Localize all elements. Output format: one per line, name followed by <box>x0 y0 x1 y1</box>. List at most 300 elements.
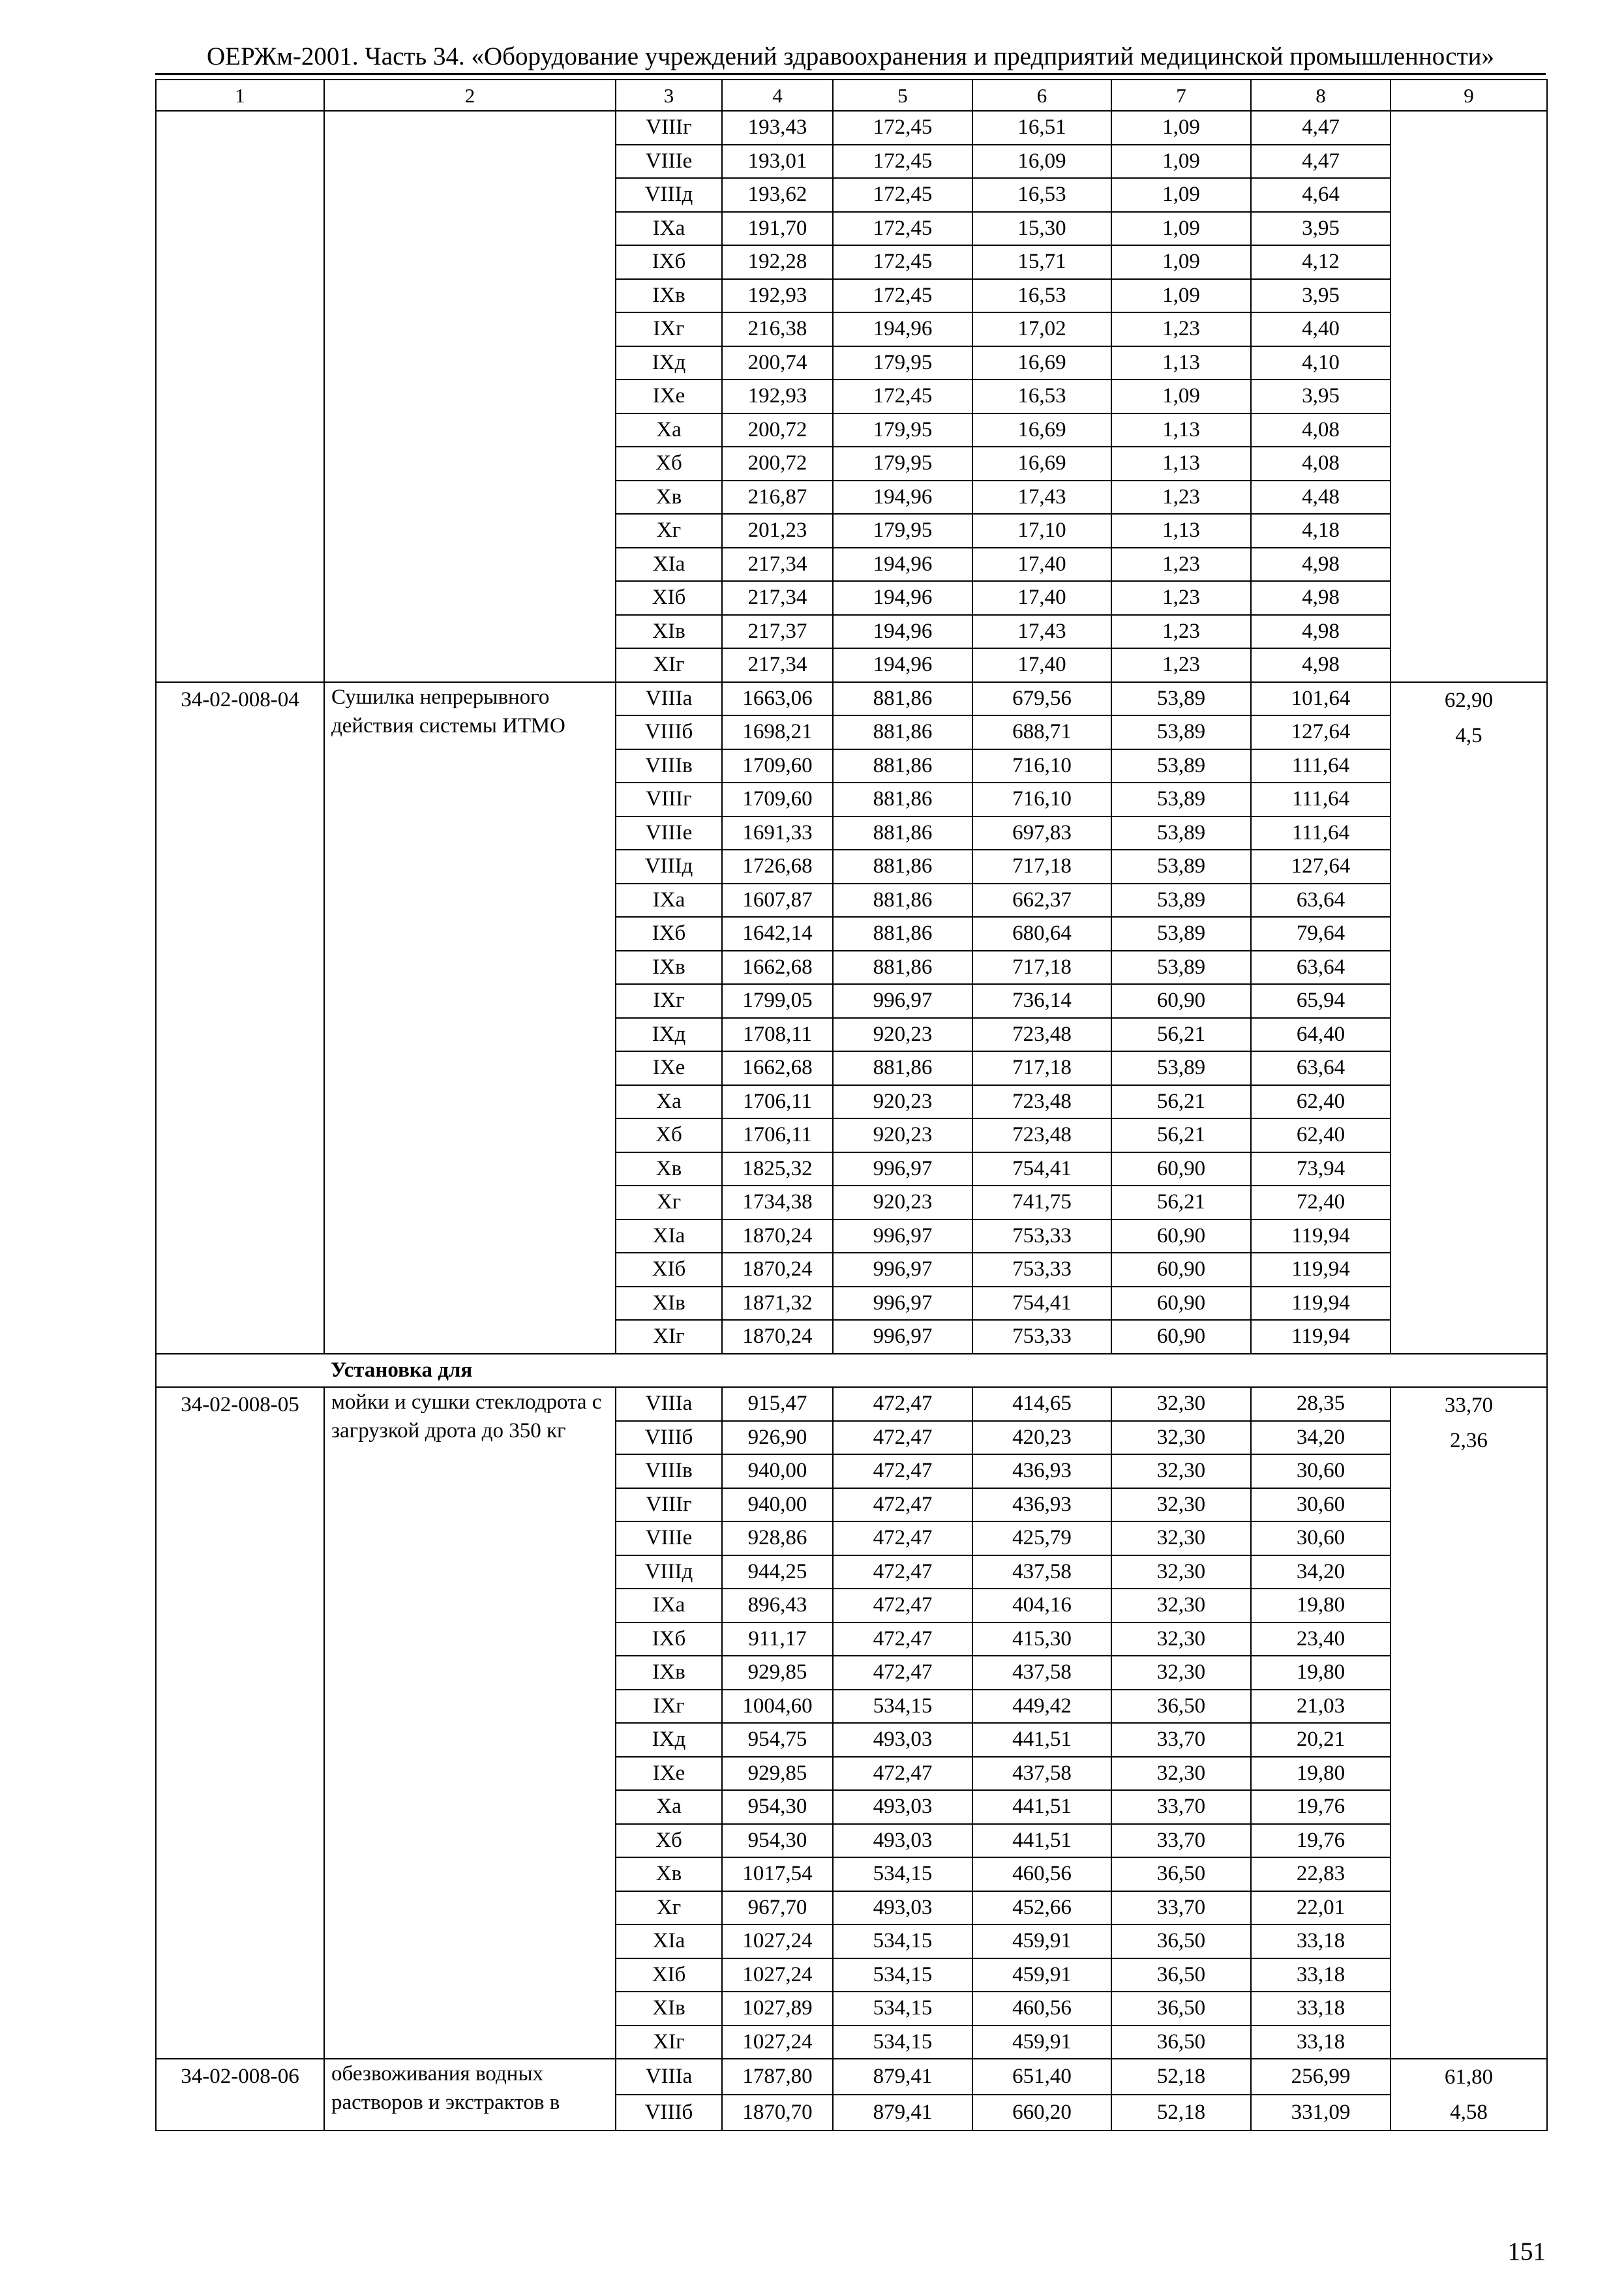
cell-col-8: 119,94 <box>1251 1219 1391 1253</box>
cell-col-7: 1,09 <box>1111 279 1251 313</box>
cell-col-3: IXб <box>616 917 722 951</box>
column-number: 7 <box>1111 80 1251 111</box>
item-col-9 <box>1391 682 1547 1354</box>
cell-col-5: 172,45 <box>833 380 972 413</box>
section-spacer <box>156 1354 324 1388</box>
cell-col-5: 194,96 <box>833 648 972 682</box>
cell-col-6: 17,43 <box>972 481 1111 515</box>
rates-table <box>155 79 1548 2131</box>
cell-col-4: 193,01 <box>722 145 833 179</box>
cell-col-6: 16,69 <box>972 447 1111 481</box>
cell-col-8: 4,98 <box>1251 648 1391 682</box>
cell-col-8: 4,40 <box>1251 312 1391 346</box>
cell-col-8: 119,94 <box>1251 1253 1391 1287</box>
cell-col-3: IXв <box>616 1656 722 1690</box>
column-number: 9 <box>1391 80 1547 111</box>
cell-col-3: Xв <box>616 1152 722 1186</box>
cell-col-8: 22,01 <box>1251 1891 1391 1925</box>
cell-col-4: 1871,32 <box>722 1287 833 1321</box>
cell-col-5: 172,45 <box>833 212 972 246</box>
cell-col-7: 33,70 <box>1111 1790 1251 1824</box>
cell-col-6: 660,20 <box>972 2095 1111 2131</box>
cell-col-4: 1787,80 <box>722 2059 833 2095</box>
cell-col-8: 4,10 <box>1251 346 1391 380</box>
cell-col-6: 15,30 <box>972 212 1111 246</box>
cell-col-4: 1799,05 <box>722 984 833 1018</box>
cell-col-3: XIб <box>616 1253 722 1287</box>
cell-col-4: 1708,11 <box>722 1018 833 1052</box>
cell-col-4: 216,38 <box>722 312 833 346</box>
cell-col-4: 1642,14 <box>722 917 833 951</box>
cell-col-7: 33,70 <box>1111 1723 1251 1757</box>
cell-col-6: 17,43 <box>972 615 1111 649</box>
cell-col-7: 53,89 <box>1111 951 1251 985</box>
cell-col-8: 4,98 <box>1251 548 1391 582</box>
cell-col-3: IXе <box>616 1757 722 1791</box>
cell-col-3: VIIIг <box>616 783 722 816</box>
cell-col-7: 36,50 <box>1111 2026 1251 2059</box>
cell-col-7: 1,23 <box>1111 648 1251 682</box>
cell-col-5: 472,47 <box>833 1589 972 1623</box>
cell-col-6: 717,18 <box>972 1051 1111 1085</box>
table-row <box>156 1387 1547 1421</box>
cell-col-5: 472,47 <box>833 1421 972 1455</box>
item-name: мойки и сушки стеклодрота с загрузкой дрота до 350 кг <box>324 1387 616 2059</box>
cell-col-6: 680,64 <box>972 917 1111 951</box>
cell-col-7: 32,30 <box>1111 1454 1251 1488</box>
cell-col-6: 716,10 <box>972 783 1111 816</box>
cell-col-8: 21,03 <box>1251 1690 1391 1724</box>
cell-col-8: 111,64 <box>1251 783 1391 816</box>
cell-col-8: 23,40 <box>1251 1623 1391 1656</box>
cell-col-4: 1662,68 <box>722 951 833 985</box>
cell-col-8: 65,94 <box>1251 984 1391 1018</box>
cell-col-8: 4,12 <box>1251 245 1391 279</box>
cell-col-6: 736,14 <box>972 984 1111 1018</box>
cell-col-3: XIг <box>616 1320 722 1354</box>
page-number: 151 <box>1507 2237 1546 2266</box>
cell-col-5: 881,86 <box>833 917 972 951</box>
cell-col-6: 452,66 <box>972 1891 1111 1925</box>
cell-col-5: 920,23 <box>833 1118 972 1152</box>
cell-col-8: 33,18 <box>1251 1992 1391 2026</box>
cell-col-3: XIб <box>616 581 722 615</box>
cell-col-3: XIв <box>616 615 722 649</box>
cell-col-4: 954,75 <box>722 1723 833 1757</box>
cell-col-8: 101,64 <box>1251 682 1391 716</box>
cell-col-4: 1662,68 <box>722 1051 833 1085</box>
cell-col-6: 441,51 <box>972 1824 1111 1858</box>
cell-col-3: VIIIе <box>616 1521 722 1555</box>
cell-col-8: 79,64 <box>1251 917 1391 951</box>
cell-col-7: 1,09 <box>1111 111 1251 145</box>
col-9-value: 62,90 <box>1444 688 1494 712</box>
cell-col-6: 460,56 <box>972 1992 1111 2026</box>
item-name <box>324 111 616 682</box>
cell-col-3: XIг <box>616 2026 722 2059</box>
cell-col-6: 688,71 <box>972 715 1111 749</box>
cell-col-7: 1,23 <box>1111 581 1251 615</box>
cell-col-3: Xг <box>616 1186 722 1219</box>
cell-col-7: 60,90 <box>1111 1287 1251 1321</box>
cell-col-4: 201,23 <box>722 514 833 548</box>
cell-col-4: 915,47 <box>722 1387 833 1421</box>
cell-col-4: 1663,06 <box>722 682 833 716</box>
cell-col-6: 437,58 <box>972 1757 1111 1791</box>
section-row <box>156 1354 1547 1388</box>
cell-col-3: VIIIб <box>616 715 722 749</box>
cell-col-7: 32,30 <box>1111 1421 1251 1455</box>
cell-col-4: 1709,60 <box>722 783 833 816</box>
cell-col-6: 723,48 <box>972 1118 1111 1152</box>
cell-col-8: 63,64 <box>1251 884 1391 918</box>
cell-col-5: 493,03 <box>833 1891 972 1925</box>
cell-col-3: IXд <box>616 1723 722 1757</box>
cell-col-4: 1734,38 <box>722 1186 833 1219</box>
cell-col-5: 996,97 <box>833 1152 972 1186</box>
cell-col-7: 56,21 <box>1111 1085 1251 1119</box>
cell-col-7: 36,50 <box>1111 1958 1251 1992</box>
cell-col-7: 60,90 <box>1111 984 1251 1018</box>
cell-col-4: 1698,21 <box>722 715 833 749</box>
cell-col-6: 16,51 <box>972 111 1111 145</box>
cell-col-6: 723,48 <box>972 1085 1111 1119</box>
cell-col-5: 534,15 <box>833 1690 972 1724</box>
cell-col-3: XIб <box>616 1958 722 1992</box>
cell-col-7: 1,09 <box>1111 212 1251 246</box>
cell-col-5: 881,86 <box>833 715 972 749</box>
cell-col-3: VIIIб <box>616 2095 722 2131</box>
cell-col-3: VIIIе <box>616 145 722 179</box>
cell-col-6: 754,41 <box>972 1152 1111 1186</box>
cell-col-3: XIв <box>616 1992 722 2026</box>
cell-col-4: 1706,11 <box>722 1085 833 1119</box>
cell-col-4: 1726,68 <box>722 850 833 884</box>
cell-col-6: 17,40 <box>972 648 1111 682</box>
cell-col-8: 331,09 <box>1251 2095 1391 2131</box>
cell-col-5: 179,95 <box>833 413 972 447</box>
cell-col-7: 1,23 <box>1111 481 1251 515</box>
cell-col-6: 437,58 <box>972 1555 1111 1589</box>
cell-col-4: 1825,32 <box>722 1152 833 1186</box>
cell-col-4: 940,00 <box>722 1454 833 1488</box>
cell-col-3: VIIIд <box>616 850 722 884</box>
cell-col-8: 3,95 <box>1251 380 1391 413</box>
item-code: 34-02-008-04 <box>156 682 324 1354</box>
cell-col-4: 1027,24 <box>722 1924 833 1958</box>
cell-col-3: VIIIа <box>616 1387 722 1421</box>
item-name: обезвоживания водных растворов и экстрактов в <box>324 2059 616 2131</box>
column-number: 5 <box>833 80 972 111</box>
cell-col-4: 217,34 <box>722 548 833 582</box>
cell-col-7: 1,13 <box>1111 447 1251 481</box>
cell-col-8: 34,20 <box>1251 1555 1391 1589</box>
column-number: 2 <box>324 80 616 111</box>
cell-col-4: 1870,24 <box>722 1320 833 1354</box>
cell-col-3: VIIIа <box>616 2059 722 2095</box>
cell-col-3: IXе <box>616 380 722 413</box>
cell-col-4: 1870,70 <box>722 2095 833 2131</box>
table-row <box>156 682 1547 716</box>
cell-col-4: 200,72 <box>722 413 833 447</box>
column-number: 1 <box>156 80 324 111</box>
cell-col-8: 3,95 <box>1251 212 1391 246</box>
cell-col-5: 172,45 <box>833 245 972 279</box>
cell-col-7: 56,21 <box>1111 1186 1251 1219</box>
cell-col-6: 449,42 <box>972 1690 1111 1724</box>
cell-col-4: 1027,24 <box>722 1958 833 1992</box>
column-number: 8 <box>1251 80 1391 111</box>
cell-col-8: 119,94 <box>1251 1320 1391 1354</box>
cell-col-6: 651,40 <box>972 2059 1111 2095</box>
cell-col-5: 194,96 <box>833 581 972 615</box>
item-code: 34-02-008-06 <box>156 2059 324 2131</box>
cell-col-6: 662,37 <box>972 884 1111 918</box>
item-code: 34-02-008-05 <box>156 1387 324 2059</box>
cell-col-5: 493,03 <box>833 1723 972 1757</box>
cell-col-7: 1,23 <box>1111 312 1251 346</box>
cell-col-4: 192,28 <box>722 245 833 279</box>
col-9-value: 4,5 <box>1455 723 1482 747</box>
cell-col-8: 33,18 <box>1251 1958 1391 1992</box>
cell-col-3: XIг <box>616 648 722 682</box>
cell-col-8: 73,94 <box>1251 1152 1391 1186</box>
cell-col-7: 36,50 <box>1111 1857 1251 1891</box>
cell-col-3: VIIIа <box>616 682 722 716</box>
cell-col-3: VIIIг <box>616 111 722 145</box>
cell-col-5: 472,47 <box>833 1454 972 1488</box>
cell-col-7: 1,09 <box>1111 145 1251 179</box>
cell-col-4: 1607,87 <box>722 884 833 918</box>
cell-col-8: 4,08 <box>1251 447 1391 481</box>
cell-col-3: VIIIв <box>616 1454 722 1488</box>
cell-col-7: 60,90 <box>1111 1253 1251 1287</box>
cell-col-6: 16,69 <box>972 413 1111 447</box>
cell-col-7: 53,89 <box>1111 816 1251 850</box>
cell-col-3: IXа <box>616 212 722 246</box>
cell-col-4: 954,30 <box>722 1790 833 1824</box>
cell-col-4: 1004,60 <box>722 1690 833 1724</box>
cell-col-6: 425,79 <box>972 1521 1111 1555</box>
cell-col-3: IXд <box>616 346 722 380</box>
cell-col-8: 30,60 <box>1251 1454 1391 1488</box>
cell-col-3: XIа <box>616 1219 722 1253</box>
cell-col-4: 896,43 <box>722 1589 833 1623</box>
cell-col-8: 72,40 <box>1251 1186 1391 1219</box>
cell-col-7: 1,09 <box>1111 245 1251 279</box>
cell-col-5: 881,86 <box>833 749 972 783</box>
cell-col-6: 17,40 <box>972 581 1111 615</box>
cell-col-6: 716,10 <box>972 749 1111 783</box>
cell-col-4: 217,37 <box>722 615 833 649</box>
cell-col-6: 459,91 <box>972 1958 1111 1992</box>
cell-col-8: 19,80 <box>1251 1757 1391 1791</box>
cell-col-8: 20,21 <box>1251 1723 1391 1757</box>
cell-col-8: 4,98 <box>1251 615 1391 649</box>
cell-col-7: 33,70 <box>1111 1824 1251 1858</box>
cell-col-5: 881,86 <box>833 850 972 884</box>
cell-col-5: 881,86 <box>833 682 972 716</box>
cell-col-6: 459,91 <box>972 1924 1111 1958</box>
cell-col-5: 472,47 <box>833 1521 972 1555</box>
cell-col-8: 30,60 <box>1251 1488 1391 1522</box>
cell-col-6: 16,53 <box>972 279 1111 313</box>
cell-col-5: 534,15 <box>833 1992 972 2026</box>
cell-col-8: 34,20 <box>1251 1421 1391 1455</box>
cell-col-7: 32,30 <box>1111 1387 1251 1421</box>
cell-col-8: 256,99 <box>1251 2059 1391 2095</box>
cell-col-3: Xб <box>616 447 722 481</box>
cell-col-3: IXд <box>616 1018 722 1052</box>
cell-col-6: 404,16 <box>972 1589 1111 1623</box>
cell-col-5: 472,47 <box>833 1623 972 1656</box>
cell-col-5: 472,47 <box>833 1488 972 1522</box>
cell-col-6: 753,33 <box>972 1253 1111 1287</box>
cell-col-3: Xа <box>616 1790 722 1824</box>
cell-col-8: 63,64 <box>1251 951 1391 985</box>
cell-col-3: Xв <box>616 481 722 515</box>
cell-col-4: 940,00 <box>722 1488 833 1522</box>
cell-col-3: IXа <box>616 1589 722 1623</box>
cell-col-6: 441,51 <box>972 1723 1111 1757</box>
cell-col-4: 1027,24 <box>722 2026 833 2059</box>
cell-col-6: 697,83 <box>972 816 1111 850</box>
item-col-9 <box>1391 2059 1547 2131</box>
cell-col-8: 19,76 <box>1251 1824 1391 1858</box>
cell-col-3: Xв <box>616 1857 722 1891</box>
cell-col-4: 1709,60 <box>722 749 833 783</box>
cell-col-6: 753,33 <box>972 1219 1111 1253</box>
cell-col-3: VIIIе <box>616 816 722 850</box>
cell-col-7: 52,18 <box>1111 2095 1251 2131</box>
column-number-row <box>156 80 1547 111</box>
cell-col-7: 33,70 <box>1111 1891 1251 1925</box>
cell-col-6: 16,09 <box>972 145 1111 179</box>
cell-col-8: 64,40 <box>1251 1018 1391 1052</box>
cell-col-5: 472,47 <box>833 1656 972 1690</box>
cell-col-3: IXг <box>616 312 722 346</box>
cell-col-4: 929,85 <box>722 1757 833 1791</box>
cell-col-7: 53,89 <box>1111 917 1251 951</box>
cell-col-5: 194,96 <box>833 481 972 515</box>
cell-col-7: 60,90 <box>1111 1219 1251 1253</box>
cell-col-7: 52,18 <box>1111 2059 1251 2095</box>
cell-col-5: 881,86 <box>833 816 972 850</box>
cell-col-7: 53,89 <box>1111 749 1251 783</box>
cell-col-5: 172,45 <box>833 145 972 179</box>
cell-col-7: 32,30 <box>1111 1521 1251 1555</box>
cell-col-4: 217,34 <box>722 648 833 682</box>
cell-col-4: 929,85 <box>722 1656 833 1690</box>
cell-col-6: 717,18 <box>972 951 1111 985</box>
cell-col-3: VIIIг <box>616 1488 722 1522</box>
cell-col-8: 33,18 <box>1251 2026 1391 2059</box>
cell-col-8: 33,18 <box>1251 1924 1391 1958</box>
cell-col-5: 493,03 <box>833 1824 972 1858</box>
cell-col-6: 15,71 <box>972 245 1111 279</box>
item-code <box>156 111 324 682</box>
cell-col-3: Xб <box>616 1824 722 1858</box>
cell-col-6: 459,91 <box>972 2026 1111 2059</box>
cell-col-8: 19,76 <box>1251 1790 1391 1824</box>
cell-col-4: 192,93 <box>722 380 833 413</box>
item-col-9 <box>1391 111 1547 682</box>
cell-col-8: 4,98 <box>1251 581 1391 615</box>
cell-col-5: 534,15 <box>833 1958 972 1992</box>
cell-col-7: 1,23 <box>1111 548 1251 582</box>
cell-col-7: 60,90 <box>1111 1152 1251 1186</box>
cell-col-3: Xа <box>616 1085 722 1119</box>
cell-col-4: 193,43 <box>722 111 833 145</box>
cell-col-7: 1,23 <box>1111 615 1251 649</box>
cell-col-6: 420,23 <box>972 1421 1111 1455</box>
cell-col-4: 1870,24 <box>722 1253 833 1287</box>
col-9-value: 2,36 <box>1450 1429 1488 1452</box>
cell-col-5: 194,96 <box>833 548 972 582</box>
cell-col-4: 967,70 <box>722 1891 833 1925</box>
cell-col-8: 111,64 <box>1251 749 1391 783</box>
cell-col-5: 881,86 <box>833 783 972 816</box>
cell-col-8: 119,94 <box>1251 1287 1391 1321</box>
cell-col-5: 996,97 <box>833 1320 972 1354</box>
cell-col-4: 200,74 <box>722 346 833 380</box>
cell-col-3: VIIIд <box>616 1555 722 1589</box>
column-number: 6 <box>972 80 1111 111</box>
cell-col-7: 1,09 <box>1111 380 1251 413</box>
cell-col-3: XIа <box>616 1924 722 1958</box>
cell-col-8: 4,64 <box>1251 178 1391 212</box>
cell-col-5: 920,23 <box>833 1186 972 1219</box>
cell-col-5: 472,47 <box>833 1757 972 1791</box>
cell-col-5: 194,96 <box>833 312 972 346</box>
cell-col-5: 534,15 <box>833 1857 972 1891</box>
cell-col-6: 460,56 <box>972 1857 1111 1891</box>
cell-col-4: 200,72 <box>722 447 833 481</box>
cell-col-8: 127,64 <box>1251 850 1391 884</box>
cell-col-3: XIа <box>616 548 722 582</box>
cell-col-5: 472,47 <box>833 1387 972 1421</box>
cell-col-8: 4,48 <box>1251 481 1391 515</box>
cell-col-3: Xг <box>616 1891 722 1925</box>
cell-col-4: 216,87 <box>722 481 833 515</box>
cell-col-3: Xб <box>616 1118 722 1152</box>
cell-col-5: 996,97 <box>833 1253 972 1287</box>
col-9-value: 33,70 <box>1444 1394 1494 1417</box>
cell-col-4: 926,90 <box>722 1421 833 1455</box>
cell-col-8: 4,18 <box>1251 514 1391 548</box>
cell-col-5: 879,41 <box>833 2059 972 2095</box>
cell-col-7: 32,30 <box>1111 1656 1251 1690</box>
cell-col-5: 879,41 <box>833 2095 972 2131</box>
cell-col-7: 60,90 <box>1111 1320 1251 1354</box>
cell-col-7: 32,30 <box>1111 1555 1251 1589</box>
item-col-9 <box>1391 1387 1547 2059</box>
cell-col-3: Xа <box>616 413 722 447</box>
cell-col-6: 17,40 <box>972 548 1111 582</box>
cell-col-8: 4,47 <box>1251 145 1391 179</box>
cell-col-5: 534,15 <box>833 1924 972 1958</box>
cell-col-7: 1,13 <box>1111 514 1251 548</box>
cell-col-4: 954,30 <box>722 1824 833 1858</box>
cell-col-5: 194,96 <box>833 615 972 649</box>
cell-col-3: IXв <box>616 951 722 985</box>
cell-col-5: 179,95 <box>833 346 972 380</box>
cell-col-6: 679,56 <box>972 682 1111 716</box>
cell-col-7: 1,09 <box>1111 178 1251 212</box>
cell-col-8: 62,40 <box>1251 1118 1391 1152</box>
cell-col-8: 3,95 <box>1251 279 1391 313</box>
cell-col-6: 17,02 <box>972 312 1111 346</box>
